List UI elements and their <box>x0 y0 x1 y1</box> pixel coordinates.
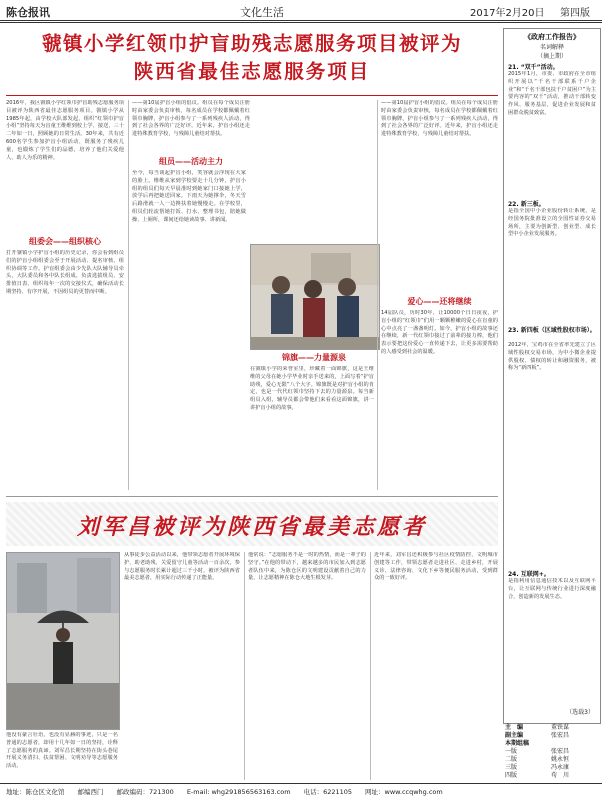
masthead-rule <box>0 20 602 21</box>
column-divider <box>128 100 129 490</box>
sidebar-end-note: （选载3） <box>566 709 594 716</box>
staff-name-p1: 张宏昌 <box>551 748 570 755</box>
staff-role-compile: 本期组稿 <box>505 740 530 747</box>
staff-name-deputy: 张宏昌 <box>551 732 570 739</box>
article2-col3: 他常说：“志愿服务不是一时的热情，而是一辈子的坚守。”在他的带动下，越来越多的市民加入到志愿者队伍中来，为陈仓区的文明建设贡献着自己的力量，让志愿精神在陈仓大地生根发芽。 <box>248 552 366 582</box>
photo-volunteers-image <box>251 245 379 349</box>
sidebar-title: 《政府工作报告》 <box>524 33 580 41</box>
article2-headline: 刘军昌被评为陕西省最美志愿者 <box>76 514 427 540</box>
staff-role-editor: 主 编 <box>505 724 524 731</box>
staff-role-p2: 二版 <box>505 756 518 763</box>
page-number: 第四版 <box>560 8 590 19</box>
glossary-entry-text-4: 是指利用信息通信技术以及互联网平台，让互联网与传统行业进行深度融合，创造新的发展生态。 <box>508 578 596 600</box>
headline-rule <box>6 95 498 96</box>
article1-headline <box>6 30 498 86</box>
article2-col4: 近年来，刘军昌还积极参与社区疫情防控、文明城市创建等工作，带领志愿者走进社区、走进乡村，开展义诊、法律咨询、文化下乡等便民服务活动，受到群众的一致好评。 <box>374 552 498 582</box>
column-divider-4 <box>370 552 371 780</box>
article1-col2: 至今，每当谈起护盲小组，笑容就会浮现在大家的脸上。维维从家到学校要走十几分钟，护盲小组的组员们每天早晨准时到她家门口接她上学，放学后再把她送回家。下雨天为她撑伞，冬天雪后路滑就一人一边搀扶着她慢慢走。在学校里，组员们轮流帮她打饭、打水、整理书包，陪她做操、上厕所，课间还给她读故事、讲新闻。 <box>132 170 246 223</box>
glossary-entry-text-3: 2012年，宝鸡市在全省率先建立了区域性股权交易市场，为中小微企业提供股权、债权的转让和融资服务，被称为“新四板”。 <box>508 342 596 372</box>
staff-name-editor: 董铁谋 <box>551 724 570 731</box>
section-divider <box>6 496 498 497</box>
sidebar-subtitle: 名词解释 <box>539 44 564 51</box>
article1-col2-intro: ——第10届护盲小组的倡议。组员在每个成员注册时由家委会负责审核，每名成员在学校都佩戴着红领巾胸牌，护盲小组参与了一系列残疾人活动，得到了社会各界的广泛好评。近年来，护盲小组还走进特殊教育学校，与残障儿童结对帮扶。 <box>132 100 250 138</box>
glossary-entry-head-3: 23. 新四板（区域性股权市场）。 <box>508 327 596 334</box>
glossary-sidebar <box>503 28 601 724</box>
sidebar-subtitle-2: （摘上期） <box>536 53 567 60</box>
glossary-entry-text-2: 是指全国中小企业股份转让系统，是经国务院批准设立的全国性证券交易场所，主要为创新型、创业型、成长型中小企业发展服务。 <box>508 208 596 238</box>
subhead-members: 组员——活动主力 <box>159 157 223 166</box>
article1-col1: 2016年，我区虢镇小学红领巾护盲助残志愿服务项目被评为陕西省最佳志愿服务项目。虢镇小学从1985年起，由学校大队部发起，组织“红领巾护盲小组”坚持每天为盲童王维维到校上学、接送，三十二年如一日，照顾她的日常生活。30年来，共有近600名学生参加护盲小组活动，既服务了残疾儿童，也锻炼了学生们的品德，培养了他们关爱他人、助人为乐的精神。 <box>6 100 124 161</box>
staff-name-p3: 冯永康 <box>551 764 570 771</box>
volunteer-portrait-photo <box>6 552 120 730</box>
paper-name: 陈仓报讯 <box>6 6 50 19</box>
glossary-entry-text: 2015年1月，市委、市政府在全市组织开展以“千名干部联系千户企业”和“千名干部包扶千户贫困户”为主要内容的“双千”活动，推动干部转变作风、服务基层，促进企业发展和贫困群众脱贫致富。 <box>508 71 596 116</box>
staff-role-p1: 一版 <box>505 748 518 755</box>
glossary-entry-head-2: 22. 新三板。 <box>508 201 545 208</box>
footer-contact: 地址：陈仓区文化馆 邮编西门 邮政编码：721300 E-mail: whg291856563163.com 电话：6221105 网址：www.ccqwhg.com <box>6 788 443 796</box>
footer-rule <box>0 783 602 784</box>
staff-role-deputy: 副主编 <box>505 732 524 739</box>
headline-line-2: 陕西省最佳志愿服务项目 <box>133 60 371 83</box>
glossary-entry-head: 21. “双千”活动。 <box>508 64 559 71</box>
subhead-love: 爱心——还将继续 <box>407 297 472 306</box>
issue-date: 2017年2月20日 <box>470 8 545 19</box>
staff-box <box>503 720 599 784</box>
masthead-rule-2 <box>0 22 602 23</box>
masthead <box>0 0 602 22</box>
article1-col4b: 14届队员，历时30年，让10000个日日夜夜，护盲小组的“红领巾”们用一颗颗稚嫩的爱心在盲童的心中点亮了一盏盏明灯。如今，护盲小组的故事还在继续，新一代红领巾接过了前辈的接力棒，他们表示要把这份爱心一直传递下去，让更多需要帮助的人感受到社会的温暖。 <box>381 310 498 355</box>
photo-street-image <box>7 553 119 729</box>
section-name: 文化生活 <box>240 6 284 19</box>
headline-line-1: 虢镇小学红领巾护盲助残志愿服务项目被评为 <box>41 32 462 55</box>
staff-name-p2: 姚永恒 <box>551 756 570 763</box>
volunteer-photo <box>250 244 380 350</box>
article1-col4: ——第10届护盲小组的倡议。组员在每个成员注册时由家委会负责审核，每名成员在学校都佩戴着红领巾胸牌，护盲小组参与了一系列残疾人活动，得到了社会各界的广泛好评。近年来，护盲小组还走进特殊教育学校，与残障儿童结对帮扶。 <box>381 100 498 138</box>
article1-col1b: 打开虢镇小学护盲小组的历史记录，你会看到组员们的护盲小组组委会至于开展活动、提名审核、组织协调等工作。护盲组委会由少先队大队辅导员牵头，大队委员和各中队长组成，负责选拔组员、安排值日表、组织每年一次的交接仪式，确保活动长期坚持、有序开展，不因组员的更替而中断。 <box>6 250 124 295</box>
subhead-banner: 锦旗——力量源泉 <box>282 353 346 362</box>
staff-name-p4: 苟 川 <box>551 772 570 779</box>
column-divider-2 <box>377 100 378 490</box>
column-divider-3 <box>244 552 245 780</box>
article2-col2: 从事徒步公益活动以来，他带领志愿者开展环境保护、助老助残、关爱留守儿童等活动一百余次，参与志愿服务时长累计超过三千小时，被评为陕西省最美志愿者，用实际行动传递了正能量。 <box>124 552 240 582</box>
glossary-entry-head-4: 24. 互联网+。 <box>508 571 550 578</box>
subhead-committee: 组委会——组织核心 <box>29 237 101 246</box>
article2-col1: 他没有豪言壮语，也没有显赫的事迹，只是一名普通的志愿者，却用十几年如一日的坚持，诠释了志愿服务的真谛。刘军昌长期坚持在街头巷尾开展义务清扫、扶贫帮困、文明劝导等志愿服务活动。 <box>6 732 118 770</box>
staff-role-p4: 四版 <box>505 772 518 779</box>
staff-role-p3: 三版 <box>505 764 518 771</box>
article1-col3: 在虢镇小学的荣誉室里，珍藏着一面锦旗，这是王维维的父母在她小学毕业时亲手送来的，上面写着“护盲助残，爱心无限”八个大字。锦旗既是对护盲小组的肯定，也是一代代红领巾坚持下去的力量源泉。每当新组员入组，辅导员都会带他们来看看这面锦旗，讲一讲护盲小组的故事。 <box>250 366 374 411</box>
